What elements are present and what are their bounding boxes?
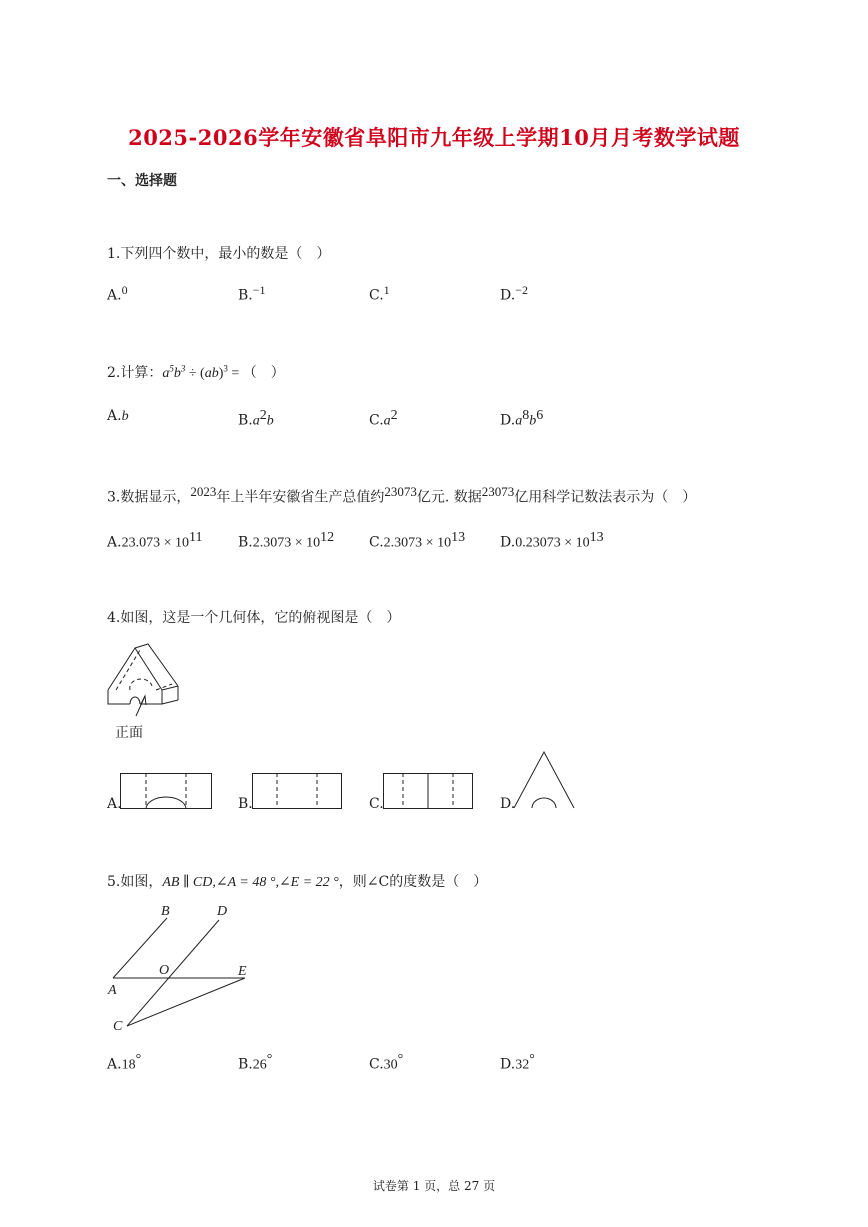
- year: 2023: [190, 484, 217, 499]
- expression: $a^5b^3 \div (ab)^3$ =: [162, 363, 243, 381]
- q5-option-b[interactable]: [238, 1052, 272, 1074]
- q4-option-d-figure[interactable]: [512, 750, 576, 810]
- option-value: −1: [252, 283, 266, 297]
- option-value: 26: [252, 1057, 267, 1073]
- label-c: C: [113, 1019, 123, 1034]
- option-value: 32: [515, 1057, 530, 1073]
- q4-option-d-label[interactable]: D.: [500, 796, 516, 812]
- q2-option-d[interactable]: [500, 408, 543, 430]
- label-b: B: [161, 904, 170, 919]
- option-mantissa: 0.23073 × 10: [515, 535, 590, 551]
- option-tail: b: [529, 413, 537, 429]
- option-value: 30: [383, 1057, 398, 1073]
- option-tail: b: [266, 413, 274, 429]
- q3-option-b[interactable]: [238, 530, 334, 552]
- q4-option-b-figure[interactable]: [252, 773, 342, 809]
- option-mantissa: 23.073 × 10: [121, 535, 189, 551]
- q2-option-a[interactable]: [107, 408, 129, 425]
- condition: AB ∥ CD,∠A = 48 °,∠E = 22 °: [162, 875, 339, 890]
- question-3-stem: [107, 484, 696, 507]
- option-value: −2: [515, 283, 528, 297]
- q4-option-b-label[interactable]: B.: [238, 796, 253, 812]
- option-exponent: 13: [589, 530, 604, 545]
- option-letter: B.: [238, 1056, 253, 1073]
- option-exponent: 13: [451, 530, 466, 545]
- option-letter: B.: [238, 412, 253, 429]
- option-exponent: 8: [522, 408, 530, 423]
- option-base: a: [515, 413, 523, 429]
- stem-suffix: ，则∠C的度数是（ ）: [338, 874, 488, 890]
- value: 23073: [384, 484, 417, 499]
- option-unit: °: [397, 1052, 404, 1067]
- q4-option-a-label[interactable]: A.: [107, 796, 122, 812]
- stem-prefix: 5.如图，: [107, 874, 163, 890]
- q1-option-d[interactable]: [500, 283, 528, 304]
- option-letter: C.: [369, 412, 384, 429]
- option-base: a: [383, 413, 391, 429]
- option-base: a: [252, 413, 260, 429]
- q4-option-c-label[interactable]: C.: [369, 796, 384, 812]
- option-value: 0: [121, 283, 128, 297]
- option-letter: A.: [107, 1056, 122, 1073]
- option-letter: D.: [500, 1056, 516, 1073]
- stem-part-2: 年上半年安徽省生产总值约: [216, 489, 385, 506]
- option-mantissa: 2.3073 × 10: [383, 535, 452, 551]
- label-d: D: [217, 904, 228, 919]
- option-letter: D.: [500, 412, 516, 429]
- q5-option-c[interactable]: [369, 1052, 403, 1074]
- q2-option-b[interactable]: [238, 408, 274, 430]
- option-unit: °: [135, 1052, 142, 1067]
- option-value: b: [121, 409, 129, 424]
- option-exponent: 12: [320, 530, 335, 545]
- page-title: 2025-2026学年安徽省阜阳市九年级上学期10月月考数学试题: [128, 125, 740, 150]
- stem-part-3: 亿元. 数据: [416, 489, 482, 506]
- stem-suffix: （ ）: [242, 365, 285, 381]
- stem-part-4: 亿用科学记数法表示为（ ）: [514, 489, 697, 506]
- q3-option-a[interactable]: [107, 530, 202, 552]
- option-letter: C.: [369, 1056, 384, 1073]
- option-letter: A.: [107, 408, 122, 424]
- stem-prefix: 2.计算：: [107, 365, 163, 381]
- option-value: 18: [121, 1057, 136, 1073]
- stem-part-1: 3.数据显示，: [107, 489, 191, 506]
- option-exponent: 2: [390, 408, 398, 423]
- option-letter: D.: [500, 287, 516, 304]
- q3-option-c[interactable]: [369, 530, 465, 552]
- option-value: 1: [383, 283, 390, 297]
- q5-option-a[interactable]: [107, 1052, 141, 1074]
- q4-option-c-figure[interactable]: [383, 773, 473, 809]
- label-a: A: [108, 983, 117, 998]
- figure-caption: 正面: [115, 725, 143, 741]
- solid-figure: [100, 640, 190, 720]
- option-letter: A.: [107, 287, 122, 304]
- option-letter: B.: [238, 534, 253, 551]
- question-5-stem: [107, 871, 487, 891]
- option-letter: B.: [238, 287, 253, 304]
- page-footer: 试卷第 1 页，总 27 页: [372, 1179, 496, 1193]
- label-o: O: [159, 963, 170, 978]
- option-letter: C.: [369, 534, 384, 551]
- section-heading: 一、选择题: [107, 173, 177, 189]
- q1-option-b[interactable]: [238, 283, 266, 304]
- q5-option-d[interactable]: [500, 1052, 535, 1074]
- question-2-stem: [107, 362, 285, 382]
- option-unit: °: [266, 1052, 273, 1067]
- option-exponent: 2: [259, 408, 267, 423]
- option-letter: A.: [107, 534, 122, 551]
- option-mantissa: 2.3073 × 10: [252, 535, 321, 551]
- question-1-stem: 1.下列四个数中，最小的数是（ ）: [107, 246, 331, 262]
- option-exponent: 11: [188, 530, 203, 545]
- option-letter: D.: [500, 534, 516, 551]
- q1-option-a[interactable]: [107, 283, 128, 304]
- q4-option-a-figure[interactable]: [120, 773, 212, 809]
- option-unit: °: [529, 1052, 535, 1067]
- q2-option-c[interactable]: [369, 408, 398, 430]
- option-exponent-2: 6: [536, 408, 544, 423]
- parallel-lines-figure: [105, 900, 265, 1040]
- q1-option-c[interactable]: [369, 283, 390, 304]
- question-4-stem: 4.如图，这是一个几何体，它的俯视图是（ ）: [107, 610, 401, 626]
- option-letter: C.: [369, 287, 384, 304]
- q3-option-d[interactable]: [500, 530, 604, 552]
- value-repeat: 23073: [481, 484, 515, 499]
- label-e: E: [238, 964, 247, 979]
